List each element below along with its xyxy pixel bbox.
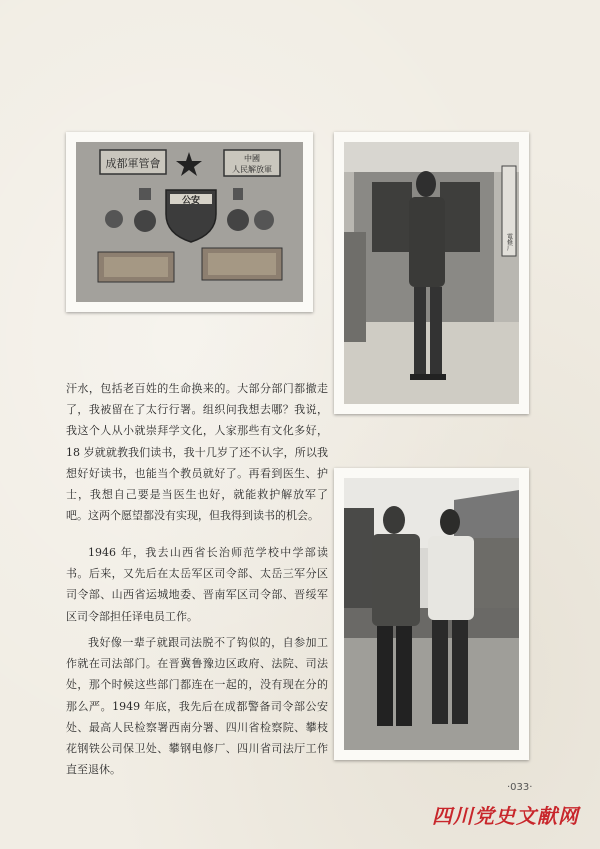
shield-text: 公安	[181, 196, 201, 206]
sign-text: 電修厂	[505, 233, 513, 251]
paragraph-3	[66, 632, 328, 780]
paragraph-3-text: 我好像一辈子就跟司法脱不了钩似的，自参加工作就在司法部门。在晋冀鲁豫边区政府、法院、司法处，那个时候这些部门都连在一起的，没有现在分的那么严。1949 年底，我先后在成都警备司令部公安处、最高人民检察署西南分署、四川省检察院、攀枝花钢铁公司保卫处、攀钢电修厂、四川省司法厅工作直至退休。	[66, 636, 328, 777]
badge-right-top-text: 中國	[244, 154, 260, 163]
photo-standing-man	[334, 132, 529, 414]
page-number: ·033·	[507, 782, 533, 793]
paragraph-2-text: 1946 年，我去山西省长治师范学校中学部读书。后来，又先后在太岳军区司令部、太岳三军分区司令部、山西省运城地委、晋南军区司令部、晋绥军区司令部担任译电员工作。	[66, 546, 328, 623]
badges-image	[76, 142, 303, 302]
standing-man-image	[344, 142, 519, 404]
badge-right-bottom-text: 人民解放軍	[232, 165, 272, 174]
paragraph-1-text: 汗水，包括老百姓的生命换来的。大部分部门都撤走了，我被留在了太行行署。组织问我想去哪？我说，我这个人从小就崇拜学文化，人家那些有文化多好，18 岁就就教我们读书，我十几岁了还不认字，所以我想好好读书，也能当个教员就好了。再看到医生、护士，我想自己要是当医生也好，就能救护解放军了吧。这两个愿望都没有实现，但我得到读书的机会。	[66, 382, 328, 523]
paragraph-2	[66, 542, 328, 627]
photo-two-men	[334, 468, 529, 760]
badge-left-text: 成都軍管會	[105, 157, 161, 170]
photo-badges	[66, 132, 313, 312]
footer-brand-logo: 四川党史文献网	[432, 804, 579, 828]
paragraph-1	[66, 378, 328, 526]
two-men-image	[344, 478, 519, 750]
